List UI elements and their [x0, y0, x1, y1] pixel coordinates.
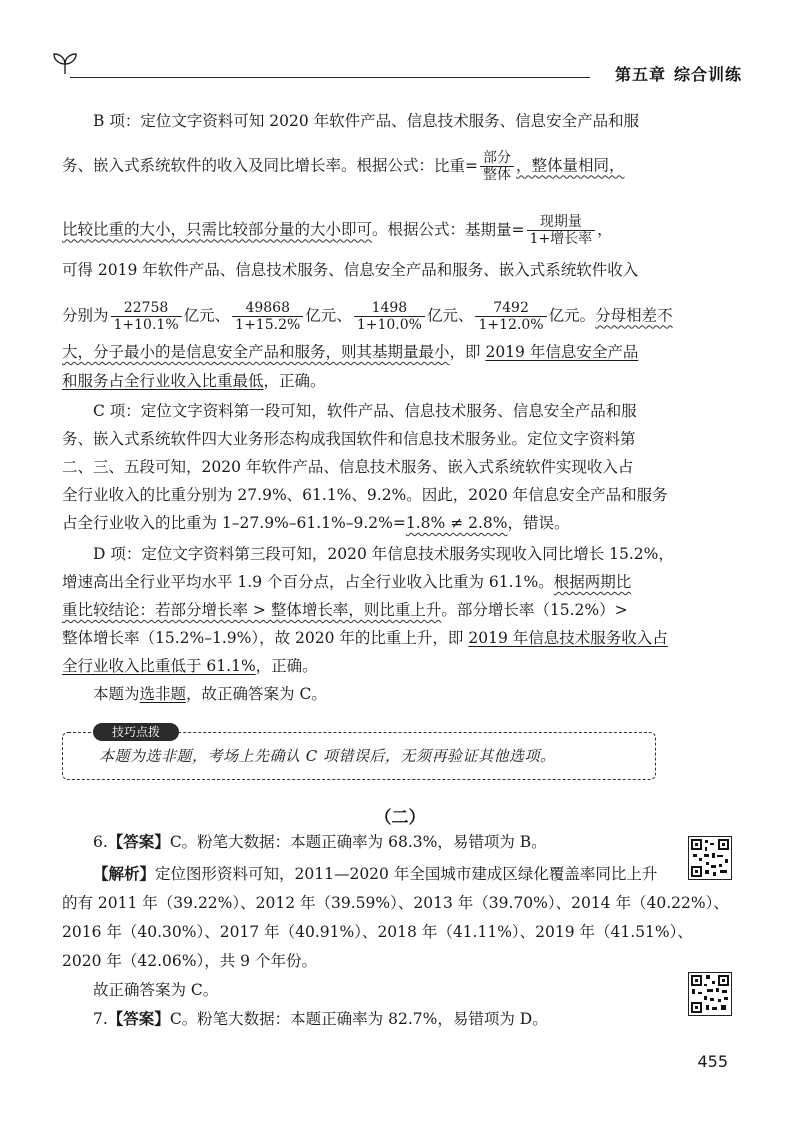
qr-code-icon[interactable] [688, 972, 732, 1016]
option-c-line-2: 务、嵌入式系统软件四大业务形态构成我国软件和信息技术服务业。定位文字资料第 [62, 430, 636, 448]
q6-analysis-line-4: 2020 年（42.06%），共 9 个年份。 [62, 952, 317, 970]
chapter-title [607, 62, 742, 85]
q6-analysis-label: 【解析】 [93, 864, 156, 883]
option-b-line-7: 和服务占全行业收入比重最低，正确。 [62, 372, 326, 390]
q6-analysis-line-1: 【解析】定位图形资料可知，2011—2020 年全国城市建成区绿化覆盖率同比上升 [93, 864, 658, 883]
option-c-line-4: 全行业收入的比重分别为 27.9%、61.1%、9.2%。因此，2020 年信息安全产品和服务 [62, 486, 668, 504]
option-b-line-1: B 项：定位文字资料可知 2020 年软件产品、信息技术服务、信息安全产品和服 [93, 112, 640, 130]
conclusion-line: 本题为选非题，故正确答案为 C。 [93, 685, 327, 703]
q6-analysis-line-2: 的有 2011 年（39.22%）、2012 年（39.59%）、2013 年（39.70%）、2014 年（40.22%）、 [62, 894, 729, 912]
tip-text: 本题为选非题，考场上先确认 C 项错误后，无须再验证其他选项。 [99, 747, 556, 765]
option-b-line-5: 分别为 $\frac{22758}{1+10.1\%}$ 亿元、 $\frac{49868}{1+15.2\%}$ 亿元、 $\frac{1498}{1+10.0\%}$ 亿元、 $\frac{7492}{1+12.0\%}$ 亿元。分母相差不 [62, 300, 673, 333]
proportion-formula: 比重= $\frac{\text{部分}}{\text{整体}}$ [434, 157, 516, 175]
option-c-line-5: 占全行业收入的比重为 1–27.9%–61.1%–9.2%=1.8% ≠ 2.8%，错误。 [62, 514, 570, 532]
option-d-line-2: 增速高出全行业平均水平 1.9 个百分点，占全行业收入比重为 61.1%。根据两期比 [62, 573, 632, 591]
q6-answer-label: 【答案】 [107, 832, 170, 851]
option-b-line-6: 大，分子最小的是信息安全产品和服务，则其基期量最小，即 2019 年信息安全产品 [62, 343, 639, 361]
fraction-it-services: $\frac{49868}{1+15.2\%}$ [232, 300, 303, 333]
option-b-line-2: 务、嵌入式系统软件的收入及同比增长率。根据公式：比重= $\frac{\text{部分}}{\text{整体}}$ ，整体量相同， [62, 150, 625, 183]
option-b-line-4: 可得 2019 年软件产品、信息技术服务、信息安全产品和服务、嵌入式系统软件收入 [62, 261, 639, 279]
page-number: 455 [697, 1052, 728, 1071]
option-d-line-1: D 项：定位文字资料第三段可知，2020 年信息技术服务实现收入同比增长 15.2%， [93, 545, 674, 563]
tip-box [62, 725, 656, 780]
option-d-line-3: 重比较结论：若部分增长率 > 整体增长率，则比重上升。部分增长率（15.2%）> [62, 601, 628, 619]
option-d-line-5: 全行业收入比重低于 61.1%，正确。 [62, 657, 318, 675]
option-c-line-1: C 项：定位文字资料第一段可知，软件产品、信息技术服务、信息安全产品和服 [93, 402, 637, 420]
q6-analysis-line-3: 2016 年（40.30%）、2017 年（40.91%）、2018 年（41.11%）、2019 年（41.51%）、 [62, 923, 693, 941]
chapter-number: 第五章 [614, 65, 666, 84]
option-b-line-3: 比较比重的大小，只需比较部分量的大小即可。根据公式：基期量= $\frac{\text{现期量}}{\text{1+增长率}}$ ， [62, 214, 613, 247]
q6-answer-line: 6.【答案】C。粉笔大数据：本题正确率为 68.3%，易错项为 B。 [93, 832, 547, 851]
leaf-icon [52, 52, 78, 76]
tip-badge: 技巧点拨 [93, 723, 179, 741]
base-period-formula: 基期量= $\frac{\text{现期量}}{\text{1+增长率}}$ [465, 221, 597, 239]
page-header [0, 0, 800, 90]
section-title: （二） [374, 808, 426, 828]
header-rule [70, 77, 590, 78]
option-c-line-3: 二、三、五段可知，2020 年软件产品、信息技术服务、嵌入式系统软件实现收入占 [62, 458, 634, 476]
q7-answer-line: 7.【答案】C。粉笔大数据：本题正确率为 82.7%，易错项为 D。 [93, 1009, 548, 1028]
qr-code-icon[interactable] [688, 836, 732, 880]
fraction-software: $\frac{22758}{1+10.1\%}$ [111, 300, 182, 333]
q6-final-answer: 故正确答案为 C。 [93, 981, 219, 999]
q7-answer-label: 【答案】 [107, 1009, 170, 1028]
fraction-security: $\frac{1498}{1+10.0\%}$ [354, 300, 425, 333]
chapter-name: 综合训练 [673, 65, 742, 84]
option-d-line-4: 整体增长率（15.2%–1.9%），故 2020 年的比重上升，即 2019 年信息技术服务收入占 [62, 629, 668, 647]
base-period-fraction: $\frac{\text{现期量}}{\text{1+增长率}}$ [527, 214, 596, 247]
fraction-embedded: $\frac{7492}{1+12.0\%}$ [475, 300, 546, 333]
proportion-fraction: $\frac{\text{部分}}{\text{整体}}$ [480, 150, 514, 183]
